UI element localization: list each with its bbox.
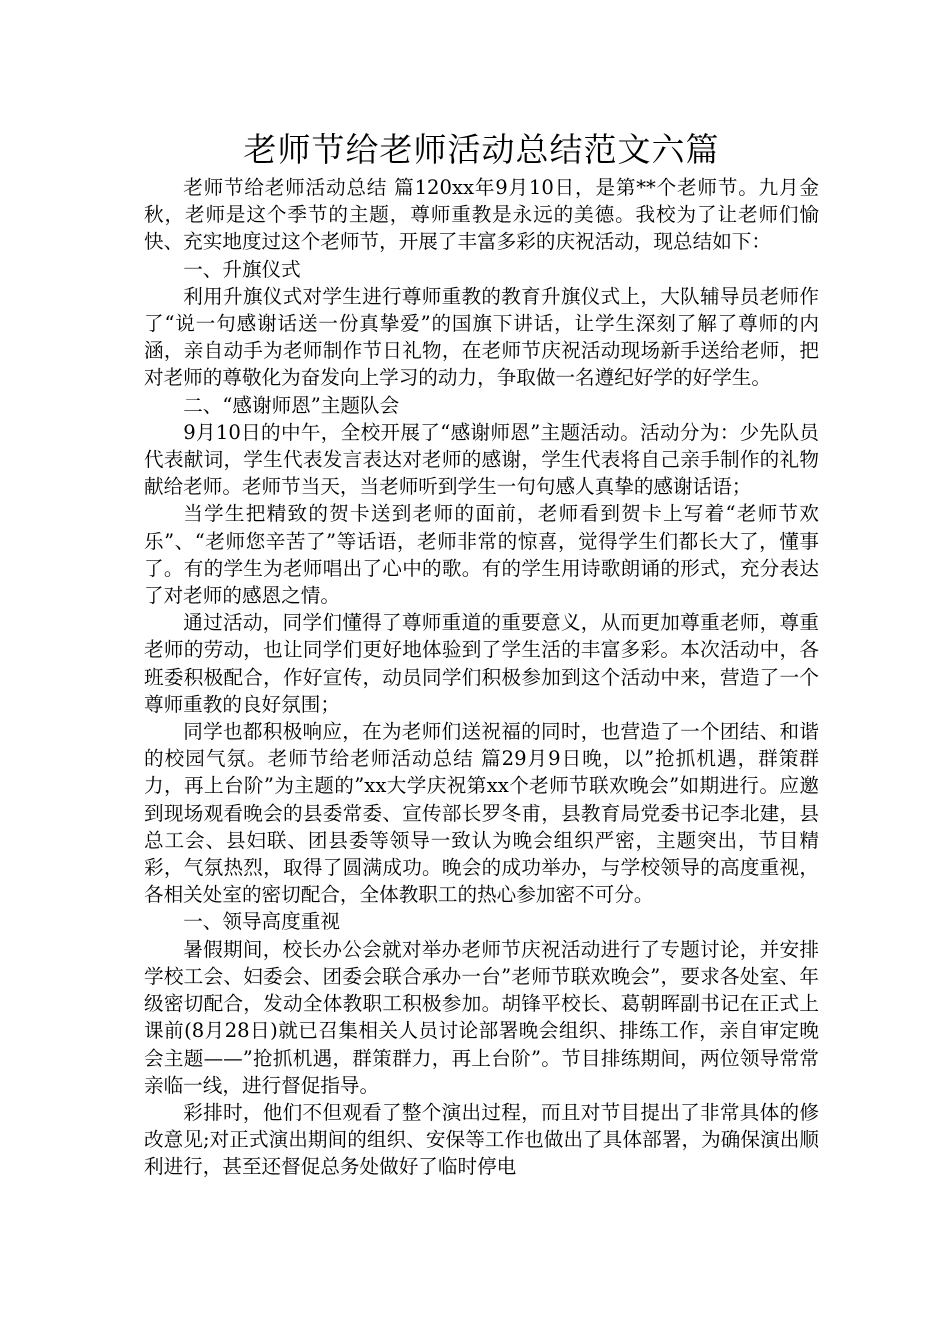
paragraph: 利用升旗仪式对学生进行尊师重教的教育升旗仪式上，大队辅导员老师作了“说一句感谢话送一份真挚爱”的国旗下讲话，让学生深刻了解了尊师的内涵，亲自动手为老师制作节日礼物，在老师节庆祝活动现场新手送给老师，把对老师的尊敬化为奋发向上学习的动力，争取做一名遵纪好学的好学生。 (144, 284, 819, 390)
paragraph: 同学也都积极响应，在为老师们送祝福的同时，也营造了一个团结、和谐的校园气氛。老师节给老师活动总结 篇29月9日晚，以”抢抓机遇，群策群力，再上台阶”为主题的”xx大学庆祝第xx个老师节联欢晚会”如期进行。应邀到现场观看晚会的县委常委、宣传部长罗冬甫，县教育局党委书记李北建，县总工会、县妇联、团县委等领导一致认为晚会组织严密，主题突出，节目精彩，气氛热烈，取得了圆满成功。晚会的成功举办，与学校领导的高度重视，各相关处室的密切配合，全体教职工的热心参加密不可分。 (144, 720, 819, 907)
paragraph: 老师节给老师活动总结 篇120xx年9月10日，是第**个老师节。九月金秋，老师是这个季节的主题，尊师重教是永远的美德。我校为了让老师们愉快、充实地度过这个老师节，开展了丰富多彩的庆祝活动，现总结如下： (144, 176, 819, 254)
document-body (144, 174, 819, 1181)
paragraph: 当学生把精致的贺卡送到老师的面前，老师看到贺卡上写着“老师节欢乐”、“老师您辛苦了”等话语，老师非常的惊喜，觉得学生们都长大了，懂事了。有的学生为老师唱出了心中的歌。有的学生用诗歌朗诵的形式，充分表达了对老师的感恩之情。 (144, 502, 819, 608)
paragraph: 9月10日的中午，全校开展了“感谢师恩”主题活动。活动分为：少先队员代表献词，学生代表发言表达对老师的感谢，学生代表将自己亲手制作的礼物献给老师。老师节当天，当老师听到学生一句句感人真挚的感谢话语； (144, 420, 819, 499)
paragraph: 彩排时，他们不但观看了整个演出过程，而且对节目提出了非常具体的修改意见;对正式演出期间的组织、安保等工作也做出了具体部署，为确保演出顺利进行，甚至还督促总务处做好了临时停电 (144, 1100, 819, 1179)
section-heading: 一、领导高度重视 (183, 910, 340, 934)
document-title: 老师节给老师活动总结范文六篇 (243, 130, 720, 169)
paragraph: 暑假期间，校长办公会就对举办老师节庆祝活动进行了专题讨论，并安排学校工会、妇委会、团委会联合承办一台”老师节联欢晚会”，要求各处室、年级密切配合，发动全体教职工积极参加。胡锋平校长、葛朝晖副书记在正式上课前(8月28日)就已召集相关人员讨论部署晚会组织、排练工作，亲自审定晚会主题——”抢抓机遇，群策群力，再上台阶”。节目排练期间，两位领导常常亲临一线，进行督促指导。 (144, 937, 819, 1097)
section-heading: 一、升旗仪式 (183, 257, 301, 281)
section-heading: 二、“感谢师恩”主题队会 (183, 393, 400, 417)
document-page (144, 130, 819, 1181)
paragraph: 通过活动，同学们懂得了尊师重道的重要意义，从而更加尊重老师，尊重老师的劳动，也让同学们更好地体验到了学生活的丰富多彩。本次活动中，各班委积极配合，作好宣传，动员同学们积极参加到这个活动中来，营造了一个尊师重教的良好氛围； (144, 611, 819, 716)
